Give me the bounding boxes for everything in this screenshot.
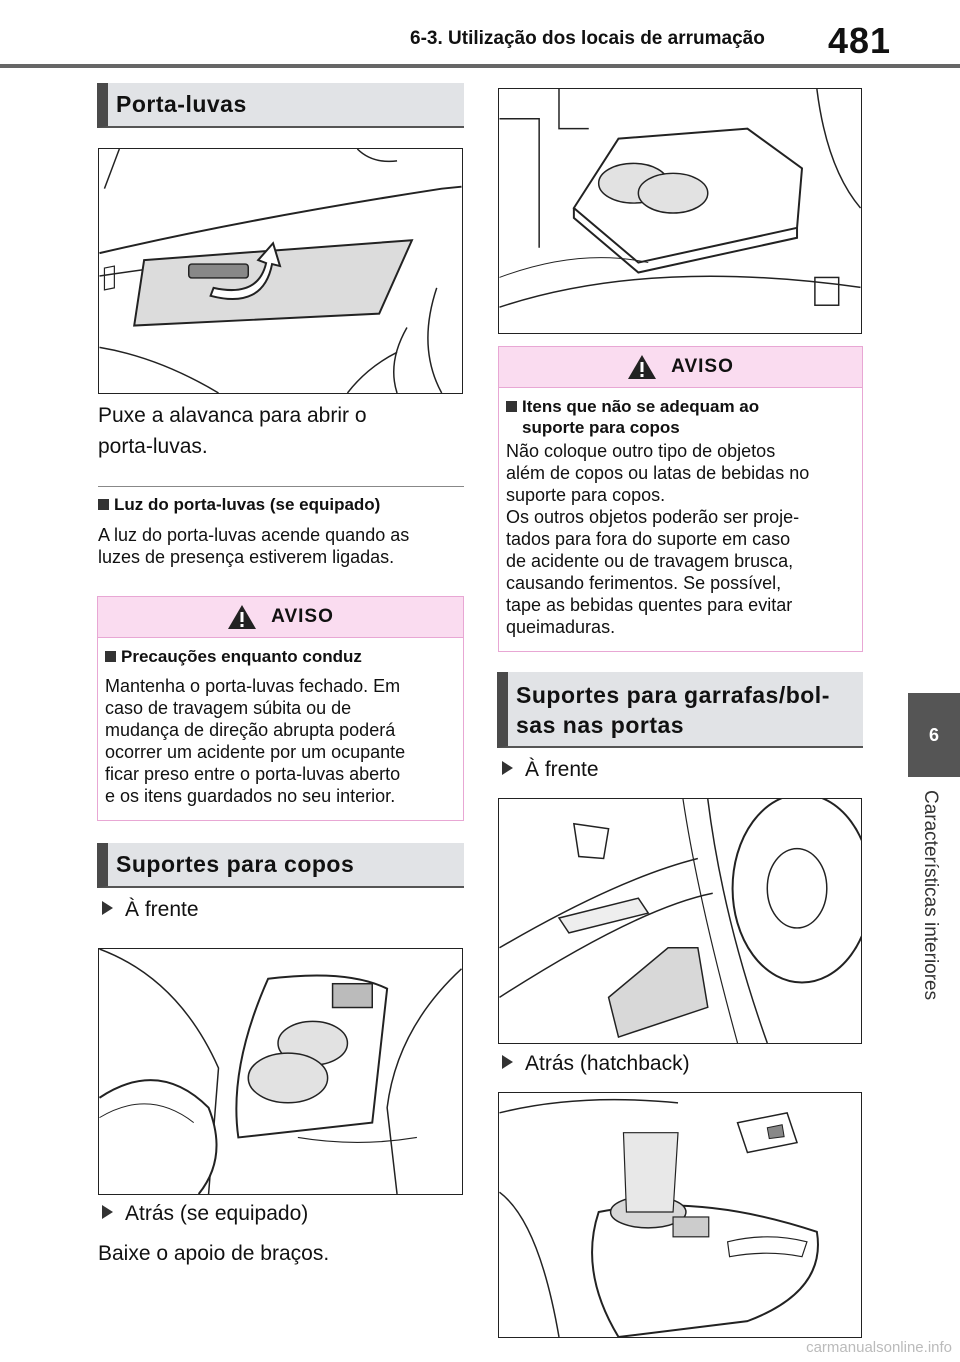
rear-door-holder-label: Atrás (hatchback): [502, 1052, 690, 1076]
glovebox-caption-line1: Puxe a alavanca para abrir o: [98, 404, 367, 427]
front-door-holder-label: À frente: [502, 758, 599, 782]
watermark: carmanualsonline.info: [806, 1339, 952, 1356]
rear-armrest-illustration: [498, 88, 862, 334]
heading-suportes-copos: Suportes para copos: [97, 843, 464, 888]
glovebox-caption: [98, 400, 468, 462]
page-number: 481: [828, 20, 892, 61]
warning-triangle-icon: [227, 604, 257, 630]
square-bullet-icon: [98, 499, 109, 510]
chapter-tab[interactable]: 6: [908, 693, 960, 777]
rear-cupholder-text: Baixe o apoio de braços.: [98, 1242, 330, 1265]
front-cupholder-label: À frente: [102, 898, 199, 922]
warning-header: AVISO: [98, 597, 463, 638]
glovebox-light-heading: Luz do porta-luvas (se equipado): [98, 494, 468, 515]
warning-box-driving: [97, 596, 464, 821]
divider: [98, 486, 464, 487]
triangle-bullet-icon: [502, 1055, 513, 1069]
triangle-bullet-icon: [102, 1205, 113, 1219]
square-bullet-icon: [506, 401, 517, 412]
warning-text: Não coloque outro tipo de objetos além de copos ou latas de bebidas no suporte para copos. Os outros objetos poderão ser proje- tados para fora do suporte em caso de acidente ou de travagem brusca, causando ferimentos. Se possível, tape as bebidas quentes para evitar queimaduras.: [506, 441, 810, 637]
glovebox-light-text: A luz do porta-luvas acende quando as luzes de presença estiverem ligadas.: [98, 525, 410, 567]
front-cupholder-illustration: [98, 948, 463, 1195]
warning-subheading: Precauções enquanto conduz: [105, 646, 455, 667]
heading-porta-luvas: Porta-luvas: [97, 83, 464, 128]
glovebox-illustration: [98, 148, 463, 394]
warning-header: AVISO: [499, 347, 862, 388]
heading-suportes-portas: Suportes para garrafas/bol- sas nas portas: [497, 672, 863, 748]
front-door-holder-illustration: [498, 798, 862, 1044]
warning-subheading: Itens que não se adequam ao suporte para copos: [506, 396, 854, 438]
triangle-bullet-icon: [102, 901, 113, 915]
chapter-label: Características interiores: [920, 790, 941, 1001]
square-bullet-icon: [105, 651, 116, 662]
warning-box-cupholder: [498, 346, 863, 652]
glovebox-caption-line2: porta-luvas.: [98, 435, 208, 458]
section-title: 6-3. Utilização dos locais de arrumação: [410, 28, 765, 49]
rear-door-holder-illustration: [498, 1092, 862, 1338]
warning-text: Mantenha o porta-luvas fechado. Em caso de travagem súbita ou de mudança de direção abrupta poderá ocorrer um acidente por um ocupante ficar preso entre o porta-luvas aberto e os itens guardados no seu interior.: [105, 676, 406, 806]
header-rule: [0, 64, 960, 68]
triangle-bullet-icon: [502, 761, 513, 775]
warning-triangle-icon: [627, 354, 657, 380]
rear-cupholder-label: Atrás (se equipado): [102, 1202, 308, 1226]
